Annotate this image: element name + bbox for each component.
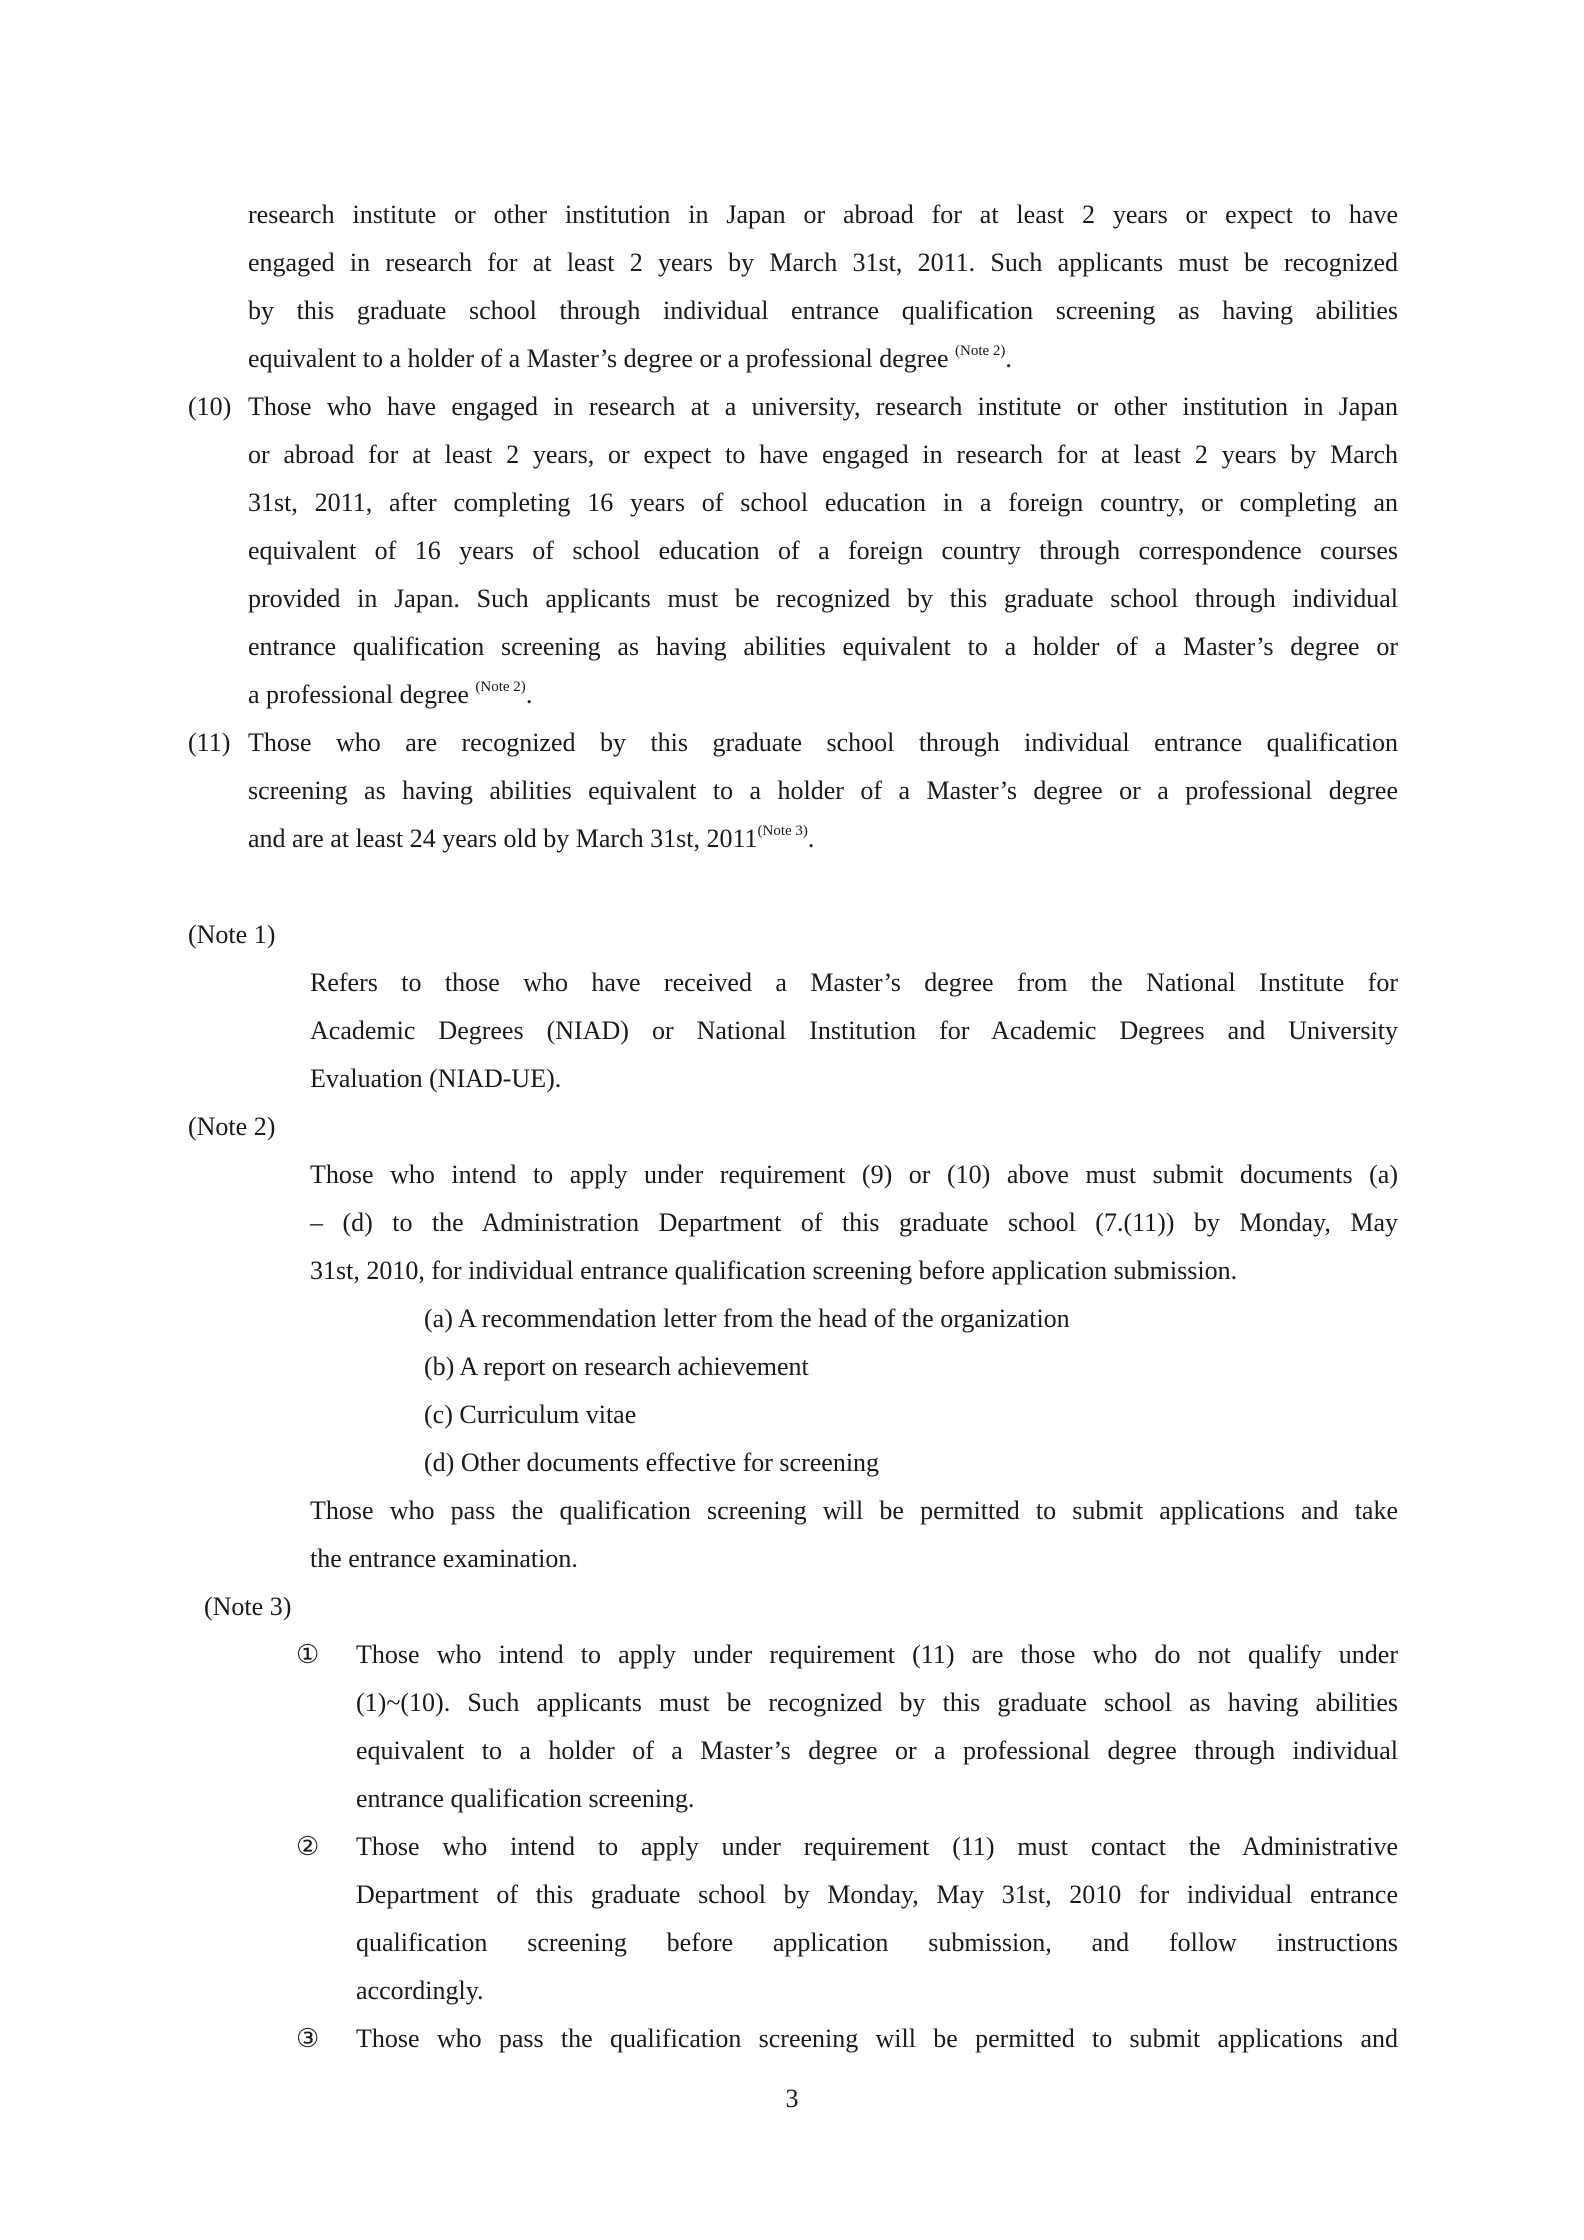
item-marker: (10) <box>188 392 232 421</box>
text-line: equivalent of 16 years of school education of a foreign country through correspondence courses <box>248 536 1398 565</box>
note-label: (Note 1) <box>188 920 276 949</box>
period: . <box>525 680 533 709</box>
text-line: research institute or other institution in Japan or abroad for at least 2 years or expect to have <box>248 200 1398 229</box>
page-number: 3 <box>785 2084 799 2113</box>
text-line: – (d) to the Administration Department of this graduate school (7.(11)) by Monday, May <box>310 1208 1398 1237</box>
text-line: Those who intend to apply under requirement (11) are those who do not qualify under <box>356 1640 1398 1669</box>
note-reference: (Note 2) <box>955 343 1006 359</box>
text-line: Academic Degrees (NIAD) or National Institution for Academic Degrees and University <box>310 1016 1398 1045</box>
note-reference: (Note 3) <box>757 823 808 839</box>
document-list-item: (a) A recommendation letter from the head of the organization <box>424 1304 1070 1333</box>
text-line <box>248 823 815 853</box>
period: . <box>1005 344 1012 373</box>
text-line: by this graduate school through individual entrance qualification screening as having abilities <box>248 296 1398 325</box>
text-line: qualification screening before application submission, and follow instructions <box>356 1928 1398 1957</box>
circled-number-3: ③ <box>296 2024 320 2053</box>
item-marker: (11) <box>188 728 231 757</box>
text-line: equivalent to a holder of a Master’s degree or a professional degree through individual <box>356 1736 1398 1765</box>
text-line: accordingly. <box>356 1976 484 2005</box>
text-line: Department of this graduate school by Monday, May 31st, 2010 for individual entrance <box>356 1880 1398 1909</box>
period: . <box>807 824 815 853</box>
text-line: Those who pass the qualification screening will be permitted to submit applications and take <box>310 1496 1398 1525</box>
text-line: Those who are recognized by this graduate school through individual entrance qualification <box>248 728 1398 757</box>
text-line: 31st, 2011, after completing 16 years of school education in a foreign country, or completing an <box>248 488 1398 517</box>
text-line <box>248 343 1012 373</box>
text-line: Those who have engaged in research at a university, research institute or other institution in Japan <box>248 392 1398 421</box>
text-line: or abroad for at least 2 years, or expect to have engaged in research for at least 2 years by March <box>248 440 1398 469</box>
text-line: engaged in research for at least 2 years by March 31st, 2011. Such applicants must be recognized <box>248 248 1398 277</box>
text-line: entrance qualification screening. <box>356 1784 695 1813</box>
text-line: 31st, 2010, for individual entrance qualification screening before application submission. <box>310 1256 1238 1285</box>
text-line: provided in Japan. Such applicants must be recognized by this graduate school through individual <box>248 584 1398 613</box>
text-line: (1)~(10). Such applicants must be recognized by this graduate school as having abilities <box>356 1688 1398 1717</box>
text-line: the entrance examination. <box>310 1544 578 1573</box>
text-line: screening as having abilities equivalent to a holder of a Master’s degree or a professional degree <box>248 776 1398 805</box>
circled-number-2: ② <box>296 1832 320 1861</box>
text-fragment: a professional degree <box>248 680 469 709</box>
circled-number-1: ① <box>296 1640 320 1669</box>
document-list-item: (b) A report on research achievement <box>424 1352 809 1381</box>
text-fragment: and are at least 24 years old by March 31st, 2011 <box>248 824 758 853</box>
text-line <box>248 679 533 709</box>
text-line: Evaluation (NIAD-UE). <box>310 1064 562 1093</box>
document-list-item: (c) Curriculum vitae <box>424 1400 637 1429</box>
text-line: entrance qualification screening as having abilities equivalent to a holder of a Master’s degree or <box>248 632 1398 661</box>
note-reference: (Note 2) <box>475 679 526 695</box>
text-line: Those who pass the qualification screening will be permitted to submit applications and <box>356 2024 1398 2053</box>
text-line: Those who intend to apply under requirement (11) must contact the Administrative <box>356 1832 1398 1861</box>
note-label: (Note 3) <box>204 1592 292 1621</box>
note-label: (Note 2) <box>188 1112 276 1141</box>
text-fragment: equivalent to a holder of a Master’s degree or a professional degree <box>248 344 949 373</box>
document-list-item: (d) Other documents effective for screening <box>424 1448 880 1477</box>
text-line: Those who intend to apply under requirement (9) or (10) above must submit documents (a) <box>310 1160 1398 1189</box>
text-line: Refers to those who have received a Master’s degree from the National Institute for <box>310 968 1398 997</box>
